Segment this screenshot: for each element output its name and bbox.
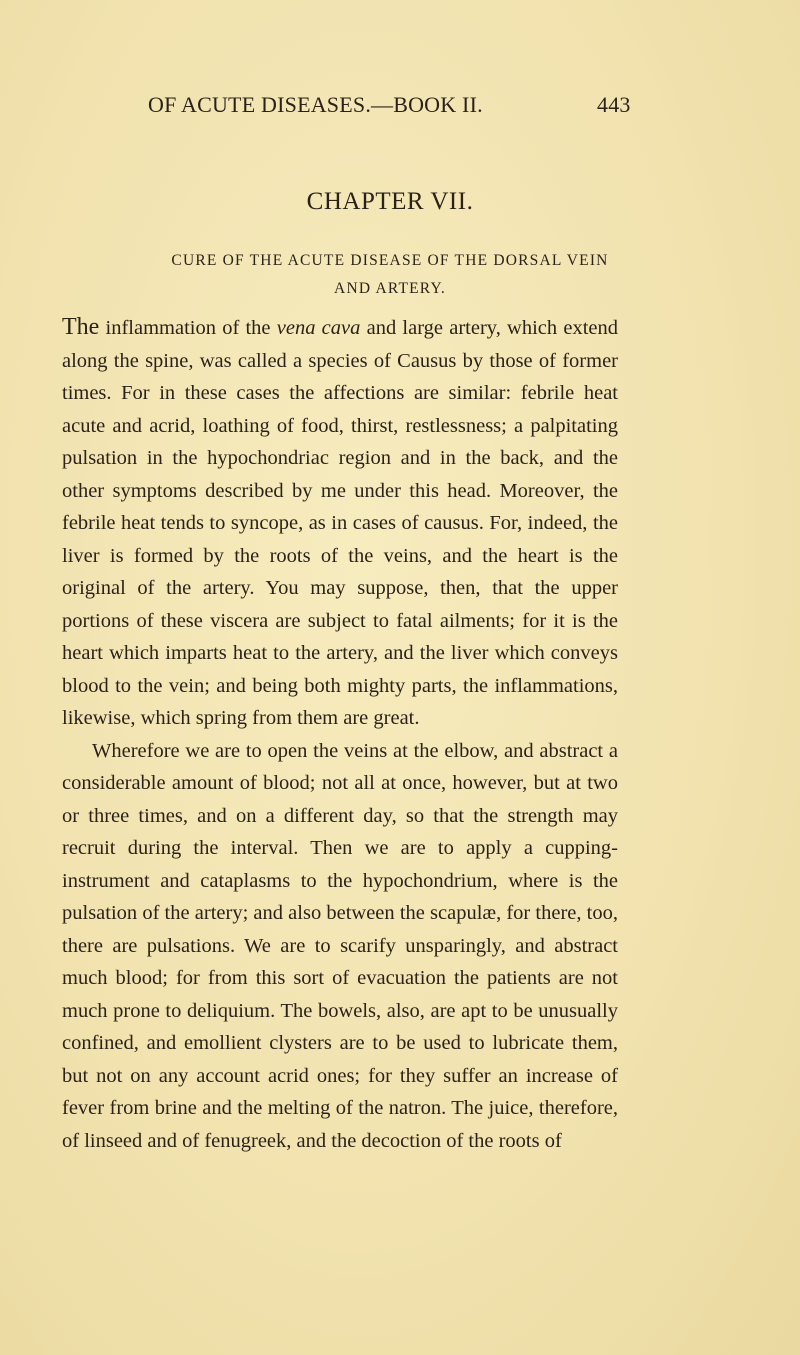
paragraph-2: Wherefore we are to open the veins at the elbow, and abstract a considerable amount of blood; not all at once, however, but at two or three times, and on a different day, so that the strength may recruit during the interval. Then we are to apply a cupping-instrument and cataplasms to the hypochondrium, where is the pulsation of the artery; and also between the scapulæ, for there, too, there are pulsations. We are to scarify unsparingly, and abstract much blood; for from this sort of evacuation the patients are not much prone to deliquium. The bowels, also, are apt to be unusually confined, and emollient clysters are to be used to lubricate them, but not on any account acrid ones; for they suffer an increase of fever from brine and the melting of the natron. The juice, therefore, of linseed and of fenugreek, and the decoction of the roots of (62, 739, 618, 1152)
page-number: 443 (597, 92, 631, 117)
running-head (0, 92, 800, 122)
chapter-subtitle (60, 247, 720, 303)
chapter-heading: CHAPTER VII. (306, 188, 474, 215)
running-head-title: OF ACUTE DISEASES.—BOOK II. (148, 92, 483, 117)
paragraph-1-text-b: and large artery, which extend along the spine, was called a species of Causus by those of former times. For in these cases the affections are similar: febrile heat acute and acrid, loathing of food, thirst, restlessness; a palpitating pulsation in the hypochondriac region and in the back, and the other symptoms described by me under this head. Moreover, the febrile heat tends to syncope, as in cases of causus. For, indeed, the liver is formed by the roots of the veins, and the heart is the original of the artery. You may suppose, then, that the upper portions of these viscera are subject to fatal ailments; for it is the heart which imparts heat to the artery, and the liver which conveys blood to the vein; and being both mighty parts, the inflammations, likewise, which spring from them are great. (62, 317, 619, 729)
paragraph-1 (62, 311, 618, 735)
chapter-subtitle-line-1: CURE OF THE ACUTE DISEASE OF THE DORSAL VEIN (171, 252, 609, 269)
paragraph-1-text-a: inflammation of the (99, 317, 277, 339)
chapter-subtitle-line-2: AND ARTERY. (334, 280, 446, 297)
paragraph-1-italic-term: vena cava (276, 317, 361, 339)
body-text (62, 311, 618, 1157)
paragraph-1-opening-word: The (62, 314, 100, 340)
